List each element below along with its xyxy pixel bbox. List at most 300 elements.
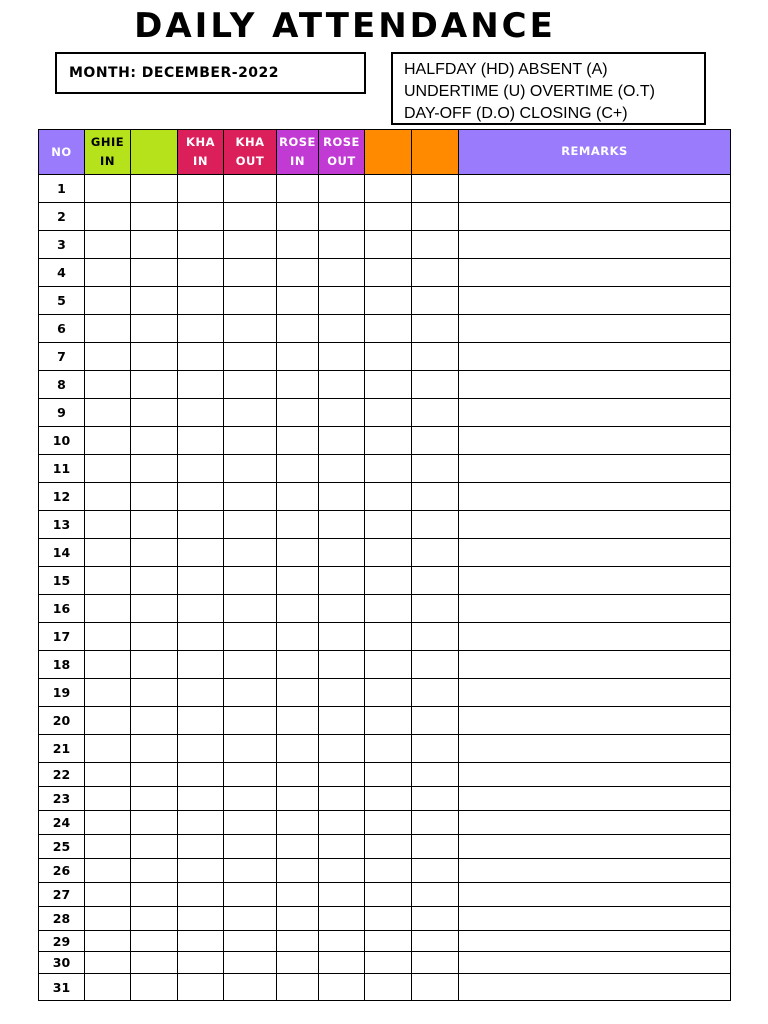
- attendance-cell[interactable]: [365, 511, 412, 539]
- attendance-cell[interactable]: [131, 763, 178, 787]
- attendance-cell[interactable]: [85, 931, 131, 952]
- attendance-cell[interactable]: [277, 651, 319, 679]
- attendance-cell[interactable]: [85, 483, 131, 511]
- attendance-cell[interactable]: [224, 907, 277, 931]
- attendance-cell[interactable]: [319, 707, 365, 735]
- attendance-cell[interactable]: [178, 931, 224, 952]
- attendance-cell[interactable]: [319, 567, 365, 595]
- attendance-cell[interactable]: [178, 455, 224, 483]
- attendance-cell[interactable]: [319, 483, 365, 511]
- attendance-cell[interactable]: [224, 931, 277, 952]
- attendance-cell[interactable]: [85, 175, 131, 203]
- attendance-cell[interactable]: [412, 859, 459, 883]
- attendance-cell[interactable]: [277, 203, 319, 231]
- attendance-cell[interactable]: [178, 679, 224, 707]
- attendance-cell[interactable]: [178, 539, 224, 567]
- attendance-cell[interactable]: [365, 707, 412, 735]
- attendance-cell[interactable]: [277, 455, 319, 483]
- attendance-cell[interactable]: [224, 371, 277, 399]
- attendance-cell[interactable]: [277, 287, 319, 315]
- attendance-cell[interactable]: [85, 427, 131, 455]
- attendance-cell[interactable]: [224, 203, 277, 231]
- attendance-cell[interactable]: [412, 343, 459, 371]
- attendance-cell[interactable]: [319, 595, 365, 623]
- attendance-cell[interactable]: [412, 399, 459, 427]
- remarks-cell[interactable]: [459, 763, 731, 787]
- attendance-cell[interactable]: [131, 371, 178, 399]
- attendance-cell[interactable]: [277, 859, 319, 883]
- remarks-cell[interactable]: [459, 259, 731, 287]
- attendance-cell[interactable]: [319, 287, 365, 315]
- attendance-cell[interactable]: [178, 735, 224, 763]
- attendance-cell[interactable]: [277, 679, 319, 707]
- attendance-cell[interactable]: [412, 483, 459, 511]
- attendance-cell[interactable]: [365, 811, 412, 835]
- attendance-cell[interactable]: [85, 511, 131, 539]
- attendance-cell[interactable]: [178, 203, 224, 231]
- attendance-cell[interactable]: [131, 567, 178, 595]
- attendance-cell[interactable]: [277, 907, 319, 931]
- attendance-cell[interactable]: [319, 763, 365, 787]
- attendance-cell[interactable]: [319, 907, 365, 931]
- attendance-cell[interactable]: [365, 231, 412, 259]
- attendance-cell[interactable]: [365, 735, 412, 763]
- attendance-cell[interactable]: [319, 859, 365, 883]
- remarks-cell[interactable]: [459, 811, 731, 835]
- attendance-cell[interactable]: [131, 483, 178, 511]
- attendance-cell[interactable]: [412, 974, 459, 1001]
- remarks-cell[interactable]: [459, 787, 731, 811]
- attendance-cell[interactable]: [85, 623, 131, 651]
- row-number: 25: [39, 835, 85, 859]
- attendance-cell[interactable]: [412, 931, 459, 952]
- attendance-cell[interactable]: [319, 883, 365, 907]
- attendance-cell[interactable]: [224, 175, 277, 203]
- attendance-cell[interactable]: [319, 399, 365, 427]
- attendance-cell[interactable]: [319, 203, 365, 231]
- remarks-cell[interactable]: [459, 835, 731, 859]
- attendance-cell[interactable]: [131, 651, 178, 679]
- attendance-cell[interactable]: [224, 259, 277, 287]
- attendance-cell[interactable]: [319, 787, 365, 811]
- attendance-cell[interactable]: [131, 623, 178, 651]
- attendance-cell[interactable]: [85, 811, 131, 835]
- attendance-cell[interactable]: [224, 679, 277, 707]
- remarks-cell[interactable]: [459, 287, 731, 315]
- attendance-cell[interactable]: [224, 811, 277, 835]
- attendance-cell[interactable]: [277, 175, 319, 203]
- attendance-cell[interactable]: [365, 974, 412, 1001]
- attendance-cell[interactable]: [224, 707, 277, 735]
- attendance-cell[interactable]: [277, 539, 319, 567]
- attendance-cell[interactable]: [277, 371, 319, 399]
- attendance-cell[interactable]: [412, 539, 459, 567]
- attendance-cell[interactable]: [178, 231, 224, 259]
- table-row: [39, 231, 731, 259]
- attendance-cell[interactable]: [224, 623, 277, 651]
- attendance-cell[interactable]: [178, 511, 224, 539]
- attendance-cell[interactable]: [365, 763, 412, 787]
- attendance-cell[interactable]: [365, 539, 412, 567]
- attendance-cell[interactable]: [224, 231, 277, 259]
- table-row: [39, 679, 731, 707]
- attendance-cell[interactable]: [319, 952, 365, 974]
- attendance-cell[interactable]: [319, 974, 365, 1001]
- remarks-cell[interactable]: [459, 883, 731, 907]
- attendance-cell[interactable]: [277, 483, 319, 511]
- attendance-cell[interactable]: [178, 952, 224, 974]
- attendance-cell[interactable]: [412, 907, 459, 931]
- table-row: [39, 707, 731, 735]
- remarks-cell[interactable]: [459, 539, 731, 567]
- attendance-cell[interactable]: [178, 483, 224, 511]
- attendance-cell[interactable]: [85, 399, 131, 427]
- attendance-cell[interactable]: [131, 679, 178, 707]
- remarks-cell[interactable]: [459, 707, 731, 735]
- attendance-cell[interactable]: [224, 539, 277, 567]
- attendance-cell[interactable]: [85, 259, 131, 287]
- row-number: 21: [39, 735, 85, 763]
- attendance-cell[interactable]: [319, 651, 365, 679]
- attendance-cell[interactable]: [131, 511, 178, 539]
- attendance-cell[interactable]: [319, 835, 365, 859]
- table-row: [39, 427, 731, 455]
- remarks-cell[interactable]: [459, 427, 731, 455]
- attendance-cell[interactable]: [178, 974, 224, 1001]
- attendance-cell[interactable]: [365, 287, 412, 315]
- attendance-cell[interactable]: [131, 707, 178, 735]
- attendance-cell[interactable]: [365, 315, 412, 343]
- remarks-cell[interactable]: [459, 651, 731, 679]
- attendance-cell[interactable]: [85, 952, 131, 974]
- row-number: 10: [39, 427, 85, 455]
- attendance-cell[interactable]: [319, 455, 365, 483]
- attendance-cell[interactable]: [178, 567, 224, 595]
- attendance-cell[interactable]: [319, 623, 365, 651]
- attendance-cell[interactable]: [178, 835, 224, 859]
- attendance-cell[interactable]: [365, 907, 412, 931]
- header-extra-2: [412, 130, 459, 175]
- attendance-cell[interactable]: [277, 974, 319, 1001]
- attendance-cell[interactable]: [224, 787, 277, 811]
- attendance-cell[interactable]: [365, 883, 412, 907]
- table-row: [39, 907, 731, 931]
- attendance-cell[interactable]: [365, 679, 412, 707]
- attendance-cell[interactable]: [131, 883, 178, 907]
- attendance-cell[interactable]: [131, 952, 178, 974]
- attendance-cell[interactable]: [85, 203, 131, 231]
- attendance-cell[interactable]: [224, 952, 277, 974]
- attendance-cell[interactable]: [412, 835, 459, 859]
- attendance-cell[interactable]: [412, 707, 459, 735]
- remarks-cell[interactable]: [459, 859, 731, 883]
- attendance-cell[interactable]: [412, 595, 459, 623]
- attendance-cell[interactable]: [178, 427, 224, 455]
- remarks-cell[interactable]: [459, 952, 731, 974]
- attendance-cell[interactable]: [319, 427, 365, 455]
- attendance-cell[interactable]: [365, 203, 412, 231]
- attendance-cell[interactable]: [85, 343, 131, 371]
- attendance-cell[interactable]: [224, 595, 277, 623]
- attendance-cell[interactable]: [412, 455, 459, 483]
- attendance-cell[interactable]: [131, 399, 178, 427]
- remarks-cell[interactable]: [459, 343, 731, 371]
- attendance-cell[interactable]: [365, 931, 412, 952]
- attendance-cell[interactable]: [178, 175, 224, 203]
- table-row: [39, 859, 731, 883]
- attendance-cell[interactable]: [85, 371, 131, 399]
- attendance-cell[interactable]: [85, 974, 131, 1001]
- attendance-cell[interactable]: [85, 455, 131, 483]
- remarks-cell[interactable]: [459, 175, 731, 203]
- attendance-cell[interactable]: [178, 399, 224, 427]
- attendance-cell[interactable]: [224, 483, 277, 511]
- attendance-cell[interactable]: [224, 974, 277, 1001]
- attendance-cell[interactable]: [277, 952, 319, 974]
- attendance-cell[interactable]: [85, 679, 131, 707]
- attendance-cell[interactable]: [131, 835, 178, 859]
- attendance-cell[interactable]: [224, 455, 277, 483]
- attendance-cell[interactable]: [365, 651, 412, 679]
- attendance-cell[interactable]: [277, 595, 319, 623]
- attendance-cell[interactable]: [85, 883, 131, 907]
- remarks-cell[interactable]: [459, 931, 731, 952]
- attendance-cell[interactable]: [277, 259, 319, 287]
- remarks-cell[interactable]: [459, 623, 731, 651]
- attendance-cell[interactable]: [131, 811, 178, 835]
- attendance-cell[interactable]: [85, 539, 131, 567]
- table-row: [39, 974, 731, 1001]
- attendance-cell[interactable]: [85, 835, 131, 859]
- attendance-cell[interactable]: [365, 455, 412, 483]
- attendance-cell[interactable]: [131, 175, 178, 203]
- attendance-cell[interactable]: [319, 679, 365, 707]
- attendance-cell[interactable]: [131, 539, 178, 567]
- attendance-cell[interactable]: [131, 907, 178, 931]
- attendance-cell[interactable]: [178, 371, 224, 399]
- attendance-cell[interactable]: [365, 952, 412, 974]
- attendance-cell[interactable]: [277, 427, 319, 455]
- attendance-cell[interactable]: [224, 763, 277, 787]
- attendance-cell[interactable]: [277, 567, 319, 595]
- attendance-cell[interactable]: [131, 427, 178, 455]
- attendance-cell[interactable]: [319, 735, 365, 763]
- row-number: 14: [39, 539, 85, 567]
- remarks-cell[interactable]: [459, 399, 731, 427]
- attendance-cell[interactable]: [224, 651, 277, 679]
- attendance-cell[interactable]: [277, 835, 319, 859]
- attendance-cell[interactable]: [224, 399, 277, 427]
- attendance-cell[interactable]: [178, 883, 224, 907]
- table-row: [39, 371, 731, 399]
- table-row: [39, 203, 731, 231]
- remarks-cell[interactable]: [459, 231, 731, 259]
- attendance-cell[interactable]: [412, 811, 459, 835]
- attendance-cell[interactable]: [319, 371, 365, 399]
- attendance-cell[interactable]: [277, 315, 319, 343]
- attendance-cell[interactable]: [131, 595, 178, 623]
- attendance-cell[interactable]: [224, 859, 277, 883]
- attendance-cell[interactable]: [85, 651, 131, 679]
- attendance-cell[interactable]: [277, 707, 319, 735]
- attendance-cell[interactable]: [277, 763, 319, 787]
- attendance-cell[interactable]: [412, 567, 459, 595]
- row-number: 9: [39, 399, 85, 427]
- attendance-cell[interactable]: [131, 287, 178, 315]
- attendance-cell[interactable]: [178, 707, 224, 735]
- attendance-cell[interactable]: [277, 511, 319, 539]
- attendance-cell[interactable]: [412, 787, 459, 811]
- attendance-cell[interactable]: [131, 315, 178, 343]
- attendance-cell[interactable]: [365, 427, 412, 455]
- row-number: 11: [39, 455, 85, 483]
- attendance-cell[interactable]: [131, 259, 178, 287]
- attendance-cell[interactable]: [365, 175, 412, 203]
- attendance-cell[interactable]: [412, 231, 459, 259]
- attendance-cell[interactable]: [85, 859, 131, 883]
- attendance-cell[interactable]: [131, 203, 178, 231]
- attendance-cell[interactable]: [224, 835, 277, 859]
- attendance-cell[interactable]: [412, 883, 459, 907]
- attendance-cell[interactable]: [178, 907, 224, 931]
- attendance-cell[interactable]: [178, 859, 224, 883]
- remarks-cell[interactable]: [459, 679, 731, 707]
- attendance-cell[interactable]: [412, 175, 459, 203]
- attendance-cell[interactable]: [224, 315, 277, 343]
- attendance-cell[interactable]: [277, 931, 319, 952]
- attendance-cell[interactable]: [277, 787, 319, 811]
- attendance-cell[interactable]: [131, 735, 178, 763]
- attendance-cell[interactable]: [319, 343, 365, 371]
- table-row: [39, 483, 731, 511]
- attendance-cell[interactable]: [365, 835, 412, 859]
- attendance-cell[interactable]: [178, 763, 224, 787]
- attendance-cell[interactable]: [319, 175, 365, 203]
- attendance-cell[interactable]: [412, 371, 459, 399]
- attendance-cell[interactable]: [365, 859, 412, 883]
- attendance-cell[interactable]: [319, 539, 365, 567]
- attendance-cell[interactable]: [412, 287, 459, 315]
- table-row: [39, 315, 731, 343]
- attendance-cell[interactable]: [412, 735, 459, 763]
- attendance-cell[interactable]: [178, 595, 224, 623]
- attendance-cell[interactable]: [412, 427, 459, 455]
- attendance-cell[interactable]: [224, 567, 277, 595]
- attendance-cell[interactable]: [85, 907, 131, 931]
- table-row: [39, 883, 731, 907]
- attendance-cell[interactable]: [365, 595, 412, 623]
- attendance-cell[interactable]: [365, 371, 412, 399]
- attendance-cell[interactable]: [85, 707, 131, 735]
- attendance-cell[interactable]: [85, 595, 131, 623]
- attendance-cell[interactable]: [85, 567, 131, 595]
- attendance-cell[interactable]: [412, 511, 459, 539]
- attendance-cell[interactable]: [412, 651, 459, 679]
- attendance-cell[interactable]: [319, 511, 365, 539]
- attendance-cell[interactable]: [365, 259, 412, 287]
- attendance-cell[interactable]: [365, 623, 412, 651]
- attendance-cell[interactable]: [85, 735, 131, 763]
- attendance-cell[interactable]: [319, 315, 365, 343]
- attendance-cell[interactable]: [85, 231, 131, 259]
- attendance-cell[interactable]: [85, 763, 131, 787]
- attendance-cell[interactable]: [131, 859, 178, 883]
- attendance-cell[interactable]: [277, 735, 319, 763]
- attendance-cell[interactable]: [85, 287, 131, 315]
- attendance-cell[interactable]: [178, 623, 224, 651]
- attendance-cell[interactable]: [131, 931, 178, 952]
- remarks-cell[interactable]: [459, 455, 731, 483]
- attendance-cell[interactable]: [131, 974, 178, 1001]
- attendance-cell[interactable]: [131, 787, 178, 811]
- attendance-cell[interactable]: [277, 231, 319, 259]
- attendance-cell[interactable]: [412, 679, 459, 707]
- attendance-cell[interactable]: [131, 231, 178, 259]
- attendance-cell[interactable]: [178, 787, 224, 811]
- attendance-cell[interactable]: [319, 931, 365, 952]
- attendance-cell[interactable]: [277, 883, 319, 907]
- attendance-cell[interactable]: [224, 343, 277, 371]
- attendance-cell[interactable]: [277, 399, 319, 427]
- attendance-cell[interactable]: [277, 623, 319, 651]
- attendance-cell[interactable]: [412, 259, 459, 287]
- remarks-cell[interactable]: [459, 974, 731, 1001]
- remarks-cell[interactable]: [459, 595, 731, 623]
- remarks-cell[interactable]: [459, 735, 731, 763]
- attendance-cell[interactable]: [178, 287, 224, 315]
- attendance-cell[interactable]: [319, 259, 365, 287]
- remarks-cell[interactable]: [459, 567, 731, 595]
- remarks-cell[interactable]: [459, 203, 731, 231]
- attendance-cell[interactable]: [412, 763, 459, 787]
- attendance-cell[interactable]: [365, 483, 412, 511]
- attendance-cell[interactable]: [365, 567, 412, 595]
- attendance-cell[interactable]: [85, 315, 131, 343]
- attendance-cell[interactable]: [412, 952, 459, 974]
- attendance-cell[interactable]: [224, 735, 277, 763]
- attendance-cell[interactable]: [131, 455, 178, 483]
- attendance-cell[interactable]: [412, 315, 459, 343]
- remarks-cell[interactable]: [459, 315, 731, 343]
- row-number: 29: [39, 931, 85, 952]
- remarks-cell[interactable]: [459, 907, 731, 931]
- attendance-cell[interactable]: [178, 811, 224, 835]
- attendance-cell[interactable]: [224, 287, 277, 315]
- attendance-cell[interactable]: [224, 883, 277, 907]
- attendance-cell[interactable]: [131, 343, 178, 371]
- attendance-cell[interactable]: [319, 811, 365, 835]
- attendance-cell[interactable]: [178, 343, 224, 371]
- attendance-cell[interactable]: [365, 787, 412, 811]
- attendance-cell[interactable]: [178, 259, 224, 287]
- table-row: [39, 259, 731, 287]
- attendance-cell[interactable]: [178, 315, 224, 343]
- attendance-cell[interactable]: [319, 231, 365, 259]
- attendance-cell[interactable]: [277, 811, 319, 835]
- attendance-cell[interactable]: [178, 651, 224, 679]
- attendance-cell[interactable]: [365, 343, 412, 371]
- attendance-cell[interactable]: [412, 203, 459, 231]
- attendance-cell[interactable]: [277, 343, 319, 371]
- attendance-cell[interactable]: [365, 399, 412, 427]
- remarks-cell[interactable]: [459, 483, 731, 511]
- remarks-cell[interactable]: [459, 371, 731, 399]
- attendance-cell[interactable]: [224, 427, 277, 455]
- attendance-cell[interactable]: [412, 623, 459, 651]
- attendance-cell[interactable]: [224, 511, 277, 539]
- attendance-cell[interactable]: [85, 787, 131, 811]
- remarks-cell[interactable]: [459, 511, 731, 539]
